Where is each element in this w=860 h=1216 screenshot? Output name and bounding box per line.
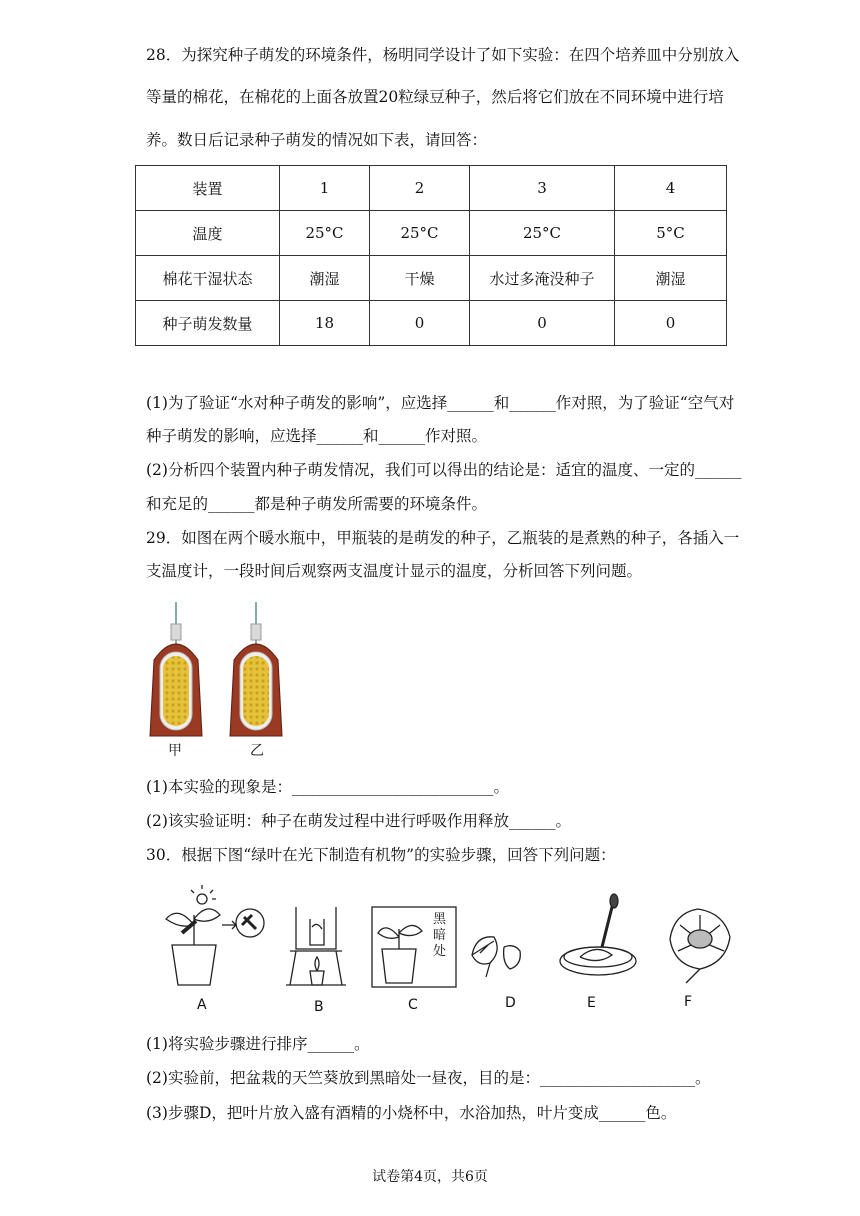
- q30-text-line: 30．根据下图“绿叶在光下制造有机物”的实验步骤，回答下列问题：: [146, 846, 616, 864]
- thermos-jia: [150, 602, 202, 736]
- q28-text-line-1: 28．为探究种子萌发的环境条件，杨明同学设计了如下实验：在四个培养皿中分别放入: [146, 46, 740, 64]
- dark-label-char: 处: [433, 944, 447, 959]
- table-cell: 水过多淹没种子: [470, 256, 615, 301]
- dark-place-label: [433, 912, 446, 960]
- q28-text-line-3: 养。数日后记录种子萌发的情况如下表，请回答：: [146, 131, 488, 149]
- dark-label-char: 暗: [433, 928, 447, 943]
- thermos-figure: [140, 600, 290, 740]
- table-cell: 温度: [136, 211, 280, 256]
- q30-sub-line-2: (2)实验前，把盆栽的天竺葵放到黑暗处一昼夜，目的是：____________________。: [146, 1069, 711, 1087]
- table-cell: 18: [280, 301, 370, 346]
- step-f-stained-leaf: [670, 909, 730, 983]
- table-cell: 4: [615, 166, 727, 211]
- table-row: [136, 256, 727, 301]
- figure-label-a: A: [197, 997, 207, 1013]
- germination-table: [135, 165, 727, 346]
- table-cell: 种子萌发数量: [136, 301, 280, 346]
- table-cell: 潮湿: [280, 256, 370, 301]
- dark-label-char: 黑: [433, 912, 447, 927]
- table-cell: 干燥: [370, 256, 470, 301]
- step-e-dish-dropper: [560, 894, 636, 975]
- q28-sub-line-3: (2)分析四个装置内种子萌发情况，我们可以得出的结论是：适宜的温度、一定的______: [146, 461, 742, 479]
- q29-sub-line-2: (2)该实验证明：种子在萌发过程中进行呼吸作用释放______。: [146, 812, 571, 830]
- figure-label-c: C: [408, 997, 418, 1013]
- q29-text-line-1: 29．如图在两个暖水瓶中，甲瓶装的是萌发的种子，乙瓶装的是煮熟的种子，各插入一: [146, 529, 740, 547]
- table-cell: 0: [370, 301, 470, 346]
- q29-text-line-2: 支温度计，一段时间后观察两支温度计显示的温度，分析回答下列问题。: [146, 562, 643, 580]
- q28-sub-line-4: 和充足的______都是种子萌发所需要的环境条件。: [146, 495, 488, 513]
- figure-label-d: D: [505, 995, 516, 1011]
- table-cell: 5°C: [615, 211, 727, 256]
- step-d-leaf-hand: [472, 937, 520, 977]
- table-cell: 装置: [136, 166, 280, 211]
- table-cell: 0: [470, 301, 615, 346]
- q28-sub-line-2: 种子萌发的影响，应选择______和______作对照。: [146, 427, 488, 445]
- thermos-yi: [230, 602, 282, 736]
- table-cell: 0: [615, 301, 727, 346]
- figure-label-yi: 乙: [250, 743, 264, 759]
- figure-label-e: E: [587, 995, 596, 1011]
- q30-sub-line-1: (1)将实验步骤进行排序______。: [146, 1035, 370, 1053]
- table-cell: 3: [470, 166, 615, 211]
- step-a-plant-sun: [166, 885, 264, 985]
- table-row: [136, 211, 727, 256]
- q30-sub-line-3: (3)步骤D，把叶片放入盛有酒精的小烧杯中，水浴加热，叶片变成______色。: [146, 1104, 677, 1122]
- table-cell: 25°C: [470, 211, 615, 256]
- q29-sub-line-1: (1)本实验的现象是：__________________________。: [146, 778, 509, 796]
- table-cell: 25°C: [370, 211, 470, 256]
- step-b-water-bath: [286, 907, 346, 985]
- table-cell: 25°C: [280, 211, 370, 256]
- q28-sub-line-1: (1)为了验证“水对种子萌发的影响”，应选择______和______作对照，为了验证“空气对: [146, 394, 735, 412]
- figure-label-b: B: [314, 999, 324, 1015]
- table-cell: 棉花干湿状态: [136, 256, 280, 301]
- table-cell: 1: [280, 166, 370, 211]
- q28-text-line-2: 等量的棉花，在棉花的上面各放置20粒绿豆种子，然后将它们放在不同环境中进行培: [146, 88, 724, 106]
- figure-label-f: F: [684, 994, 693, 1010]
- figure-label-jia: 甲: [168, 743, 182, 759]
- table-row: [136, 166, 727, 211]
- table-cell: 2: [370, 166, 470, 211]
- page-footer: 试卷第4页，共6页: [372, 1169, 488, 1185]
- table-row: [136, 301, 727, 346]
- table-cell: 潮湿: [615, 256, 727, 301]
